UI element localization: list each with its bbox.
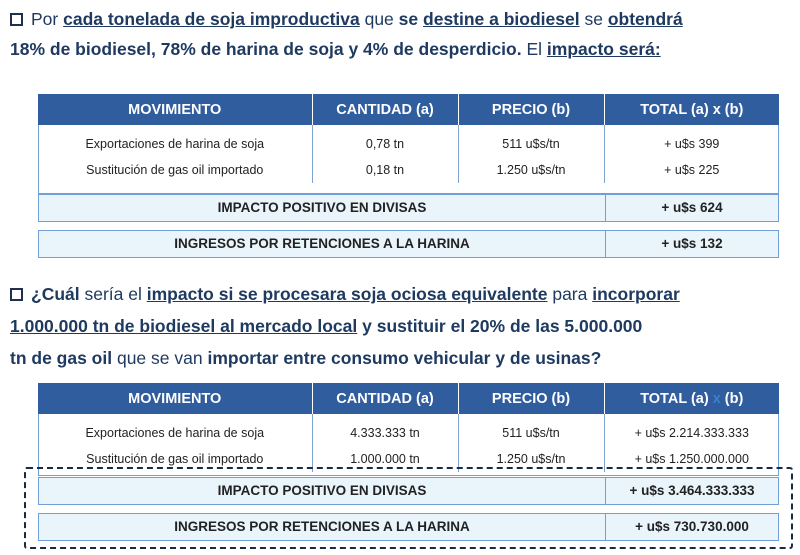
cell-cantidad: 0,78 tn [312, 125, 458, 157]
cell-precio: 511 u$s/tn [458, 125, 604, 157]
cell-cantidad: 4.333.333 tn [312, 414, 458, 446]
ingresos-label: INGRESOS POR RETENCIONES A LA HARINA [39, 231, 606, 257]
table2-header-movimiento: MOVIMIENTO [38, 383, 312, 414]
cell-total: + u$s 1.250.000.000 [634, 452, 749, 466]
ingresos-value: + u$s 132 [661, 236, 723, 251]
cell-movimiento: Exportaciones de harina de soja [38, 414, 312, 446]
table1-header-cantidad: CANTIDAD (a) [312, 94, 458, 125]
table1-ingresos-row [38, 230, 779, 258]
cell-cantidad: 0,18 tn [312, 157, 458, 183]
cell-movimiento: Sustitución de gas oil importado [38, 157, 312, 183]
table-row [38, 414, 779, 446]
cell-total: + u$s 2.214.333.333 [634, 426, 749, 440]
section1-paragraph: Por cada tonelada de soja improductiva que se destine a biodiesel se obtendrá 18% de biodiesel, 78% de harina de soja y 4% de desperdicio. El impacto será: [10, 9, 683, 59]
table2-header-precio: PRECIO (b) [458, 383, 604, 414]
section2-paragraph: ¿Cuál sería el impacto si se procesara soja ociosa equivalente para incorporar 1.000.000 tn de biodiesel al mercado local y sustituir el 20% de las 5.000.000 tn de gas oil que se van importar entre consumo vehicular y de usinas? [10, 284, 680, 368]
cell-cantidad: 1.000.000 tn [312, 446, 458, 472]
cell-movimiento: Exportaciones de harina de soja [38, 125, 312, 157]
ingresos-value: + u$s 730.730.000 [635, 519, 749, 534]
dashed-highlight-frame [24, 467, 793, 549]
ingresos-label: INGRESOS POR RETENCIONES A LA HARINA [39, 514, 606, 540]
table2-header-cantidad: CANTIDAD (a) [312, 383, 458, 414]
table1-header-total: TOTAL (a) x (b) [604, 94, 779, 125]
table1 [38, 94, 779, 183]
impacto-label: IMPACTO POSITIVO EN DIVISAS [39, 478, 606, 504]
cell-precio: 511 u$s/tn [458, 414, 604, 446]
table1-impacto-row [38, 194, 779, 222]
impacto-value: + u$s 3.464.333.333 [629, 483, 755, 498]
cell-precio: 1.250 u$s/tn [458, 446, 604, 472]
table1-header-row [38, 94, 779, 125]
checkbox-bullet-icon [10, 288, 23, 301]
table2-header-total: TOTAL (a) x (b) [604, 383, 779, 414]
table-row [38, 157, 779, 183]
cell-total: + u$s 225 [664, 163, 720, 177]
impacto-label: IMPACTO POSITIVO EN DIVISAS [39, 195, 606, 221]
cell-total: + u$s 399 [664, 137, 720, 151]
table1-header-movimiento: MOVIMIENTO [38, 94, 312, 125]
cell-movimiento: Sustitución de gas oil importado [38, 446, 312, 472]
checkbox-bullet-icon [10, 13, 23, 26]
cell-precio: 1.250 u$s/tn [458, 157, 604, 183]
impacto-value: + u$s 624 [661, 200, 723, 215]
table2-header-row [38, 383, 779, 414]
table2 [38, 383, 779, 472]
table-row [38, 125, 779, 157]
table1-header-precio: PRECIO (b) [458, 94, 604, 125]
